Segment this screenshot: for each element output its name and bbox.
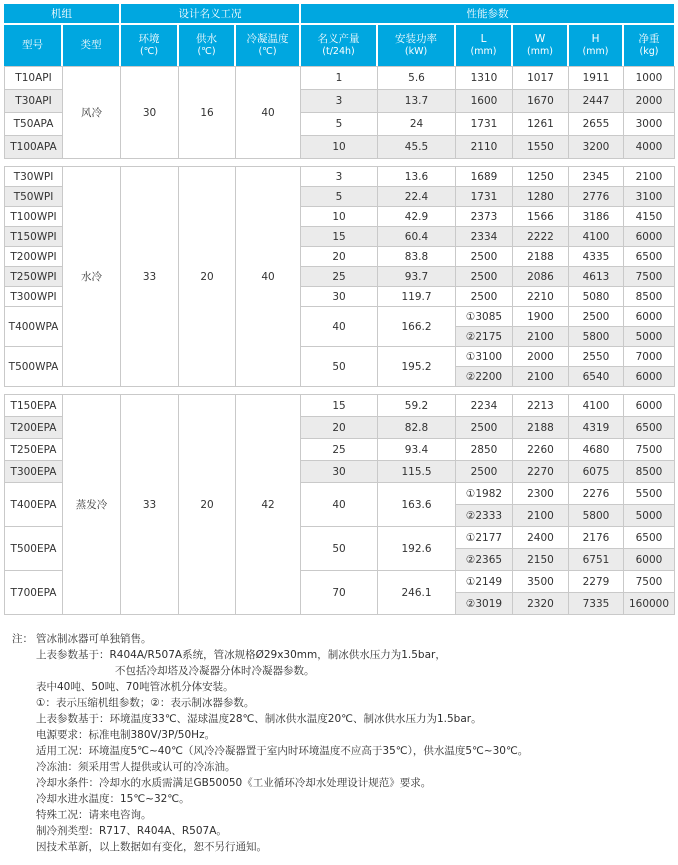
weight-cell: 3000 <box>624 113 675 136</box>
capacity-cell: 50 <box>301 347 378 387</box>
width-cell: 1017 <box>513 67 569 90</box>
header-col-label: 供水 <box>196 33 217 45</box>
header-col-label: 冷凝温度 <box>246 33 289 45</box>
weight-cell: 6000 <box>624 307 675 327</box>
note-line-3: 表中40吨、50吨、70吨管冰机分体安装。 <box>36 681 234 693</box>
model-cell: T300WPI <box>5 287 63 307</box>
power-cell: 192.6 <box>378 527 456 571</box>
note-line-4: ①：表示压缩机组参数；②：表示制冰器参数。 <box>36 697 255 709</box>
model-cell: T30WPI <box>5 167 63 187</box>
capacity-cell: 1 <box>301 67 378 90</box>
header-group-2: 性能参数 <box>300 4 674 24</box>
power-cell: 163.6 <box>378 483 456 527</box>
header-col-3 <box>178 24 235 66</box>
width-cell: 2320 <box>513 593 569 615</box>
capacity-cell: 15 <box>301 395 378 417</box>
height-cell: 4100 <box>569 227 624 247</box>
capacity-cell: 10 <box>301 207 378 227</box>
height-cell: 5800 <box>569 327 624 347</box>
power-cell: 45.5 <box>378 136 456 159</box>
length-cell: ②2175 <box>456 327 513 347</box>
weight-cell: 5000 <box>624 327 675 347</box>
header-col-label: 净重 <box>638 33 660 45</box>
width-cell: 2270 <box>513 461 569 483</box>
width-cell: 2150 <box>513 549 569 571</box>
height-cell: 4100 <box>569 395 624 417</box>
header-col-4 <box>235 24 300 66</box>
length-cell: 1689 <box>456 167 513 187</box>
width-cell: 3500 <box>513 571 569 593</box>
width-cell: 2300 <box>513 483 569 505</box>
length-cell: ①2177 <box>456 527 513 549</box>
note-line-10: 冷却水进水温度：15℃~32℃。 <box>36 793 190 805</box>
table-header <box>4 4 674 66</box>
weight-cell: 2100 <box>624 167 675 187</box>
length-cell: ①3085 <box>456 307 513 327</box>
header-col-unit: (℃) <box>258 46 277 58</box>
ambient-cell: 30 <box>121 67 179 159</box>
header-col-label: 型号 <box>22 38 43 51</box>
length-cell: 1310 <box>456 67 513 90</box>
header-col-label: L <box>480 33 487 45</box>
capacity-cell: 3 <box>301 167 378 187</box>
width-cell: 2100 <box>513 327 569 347</box>
header-col-1 <box>62 24 120 66</box>
capacity-cell: 40 <box>301 307 378 347</box>
weight-cell: 3100 <box>624 187 675 207</box>
power-cell: 93.7 <box>378 267 456 287</box>
power-cell: 13.6 <box>378 167 456 187</box>
header-col-5 <box>300 24 377 66</box>
length-cell: ①3100 <box>456 347 513 367</box>
height-cell: 7335 <box>569 593 624 615</box>
width-cell: 1670 <box>513 90 569 113</box>
height-cell: 5800 <box>569 505 624 527</box>
capacity-cell: 20 <box>301 417 378 439</box>
model-cell: T100APA <box>5 136 63 159</box>
header-col-unit: (kg) <box>639 46 659 58</box>
height-cell: 2655 <box>569 113 624 136</box>
model-cell: T30API <box>5 90 63 113</box>
model-cell: T200EPA <box>5 417 63 439</box>
power-cell: 59.2 <box>378 395 456 417</box>
model-cell: T50WPI <box>5 187 63 207</box>
weight-cell: 5000 <box>624 505 675 527</box>
model-cell: T400EPA <box>5 483 63 527</box>
power-cell: 246.1 <box>378 571 456 615</box>
width-cell: 1550 <box>513 136 569 159</box>
model-cell: T50APA <box>5 113 63 136</box>
model-cell: T250EPA <box>5 439 63 461</box>
weight-cell: 6000 <box>624 549 675 571</box>
weight-cell: 7500 <box>624 439 675 461</box>
group-table-风冷 <box>4 66 675 159</box>
width-cell: 1261 <box>513 113 569 136</box>
weight-cell: 6000 <box>624 367 675 387</box>
width-cell: 2100 <box>513 505 569 527</box>
note-line-7: 适用工况：环境温度5℃~40℃（风冷冷凝器置于室内时环境温度不应高于35℃），供水温度5℃~30℃。 <box>36 745 529 757</box>
height-cell: 4335 <box>569 247 624 267</box>
note-line-0: 管冰制冰器可单独销售。 <box>36 633 152 645</box>
header-col-6 <box>377 24 455 66</box>
height-cell: 4319 <box>569 417 624 439</box>
header-col-unit: (mm) <box>470 46 497 58</box>
width-cell: 2222 <box>513 227 569 247</box>
power-cell: 5.6 <box>378 67 456 90</box>
weight-cell: 8500 <box>624 461 675 483</box>
height-cell: 3200 <box>569 136 624 159</box>
header-col-unit: (t/24h) <box>322 46 355 58</box>
capacity-cell: 30 <box>301 461 378 483</box>
length-cell: 2500 <box>456 461 513 483</box>
capacity-cell: 70 <box>301 571 378 615</box>
weight-cell: 1000 <box>624 67 675 90</box>
capacity-cell: 50 <box>301 527 378 571</box>
header-col-label: 环境 <box>138 33 160 45</box>
weight-cell: 8500 <box>624 287 675 307</box>
header-col-unit: (kW) <box>404 46 428 58</box>
note-line-11: 特殊工况：请来电咨询。 <box>36 809 152 821</box>
length-cell: ②2365 <box>456 549 513 571</box>
supply-cell: 20 <box>179 395 236 615</box>
weight-cell: 6500 <box>624 247 675 267</box>
condensing-cell: 40 <box>236 67 301 159</box>
height-cell: 2279 <box>569 571 624 593</box>
height-cell: 5080 <box>569 287 624 307</box>
header-group-0: 机组 <box>4 4 120 24</box>
header-col-2 <box>120 24 178 66</box>
model-cell: T150WPI <box>5 227 63 247</box>
length-cell: 2110 <box>456 136 513 159</box>
header-col-unit: (mm) <box>527 46 553 58</box>
width-cell: 2213 <box>513 395 569 417</box>
capacity-cell: 30 <box>301 287 378 307</box>
header-col-10 <box>623 24 674 66</box>
weight-cell: 7500 <box>624 267 675 287</box>
length-cell: 2500 <box>456 267 513 287</box>
length-cell: 1731 <box>456 113 513 136</box>
note-line-8: 冷冻油：须采用雪人提供或认可的冷冻油。 <box>36 761 236 773</box>
length-cell: 2500 <box>456 247 513 267</box>
weight-cell: 160000 <box>624 593 675 615</box>
weight-cell: 6000 <box>624 227 675 247</box>
height-cell: 2500 <box>569 307 624 327</box>
height-cell: 4680 <box>569 439 624 461</box>
length-cell: ①1982 <box>456 483 513 505</box>
notes-label: 注： <box>12 633 33 645</box>
height-cell: 2176 <box>569 527 624 549</box>
width-cell: 2260 <box>513 439 569 461</box>
spec-tables <box>4 4 674 615</box>
note-line-1: 上表参数基于：R404A/R507A系统，管冰规格Ø29x30mm，制冰供水压力为1.5bar， <box>36 649 446 661</box>
weight-cell: 6000 <box>624 395 675 417</box>
weight-cell: 7500 <box>624 571 675 593</box>
power-cell: 22.4 <box>378 187 456 207</box>
power-cell: 83.8 <box>378 247 456 267</box>
weight-cell: 7000 <box>624 347 675 367</box>
ambient-cell: 33 <box>121 395 179 615</box>
length-cell: 2850 <box>456 439 513 461</box>
width-cell: 2188 <box>513 417 569 439</box>
ambient-cell: 33 <box>121 167 179 387</box>
length-cell: 1731 <box>456 187 513 207</box>
height-cell: 2345 <box>569 167 624 187</box>
width-cell: 2000 <box>513 347 569 367</box>
length-cell: 2500 <box>456 417 513 439</box>
header-col-7 <box>455 24 512 66</box>
capacity-cell: 3 <box>301 90 378 113</box>
height-cell: 2276 <box>569 483 624 505</box>
model-cell: T100WPI <box>5 207 63 227</box>
note-line-6: 电源要求：标准电制380V/3P/50Hz。 <box>36 729 216 741</box>
type-cell: 水冷 <box>63 167 121 387</box>
model-cell: T300EPA <box>5 461 63 483</box>
length-cell: 2234 <box>456 395 513 417</box>
height-cell: 3186 <box>569 207 624 227</box>
note-line-12: 制冷剂类型：R717、R404A、R507A。 <box>36 825 227 837</box>
weight-cell: 6500 <box>624 417 675 439</box>
height-cell: 6540 <box>569 367 624 387</box>
type-cell: 蒸发冷 <box>63 395 121 615</box>
power-cell: 166.2 <box>378 307 456 347</box>
power-cell: 42.9 <box>378 207 456 227</box>
header-col-label: H <box>591 33 600 45</box>
group-table-水冷 <box>4 166 675 387</box>
header-col-unit: (℃) <box>197 46 216 58</box>
model-cell: T150EPA <box>5 395 63 417</box>
height-cell: 4613 <box>569 267 624 287</box>
height-cell: 2776 <box>569 187 624 207</box>
weight-cell: 6500 <box>624 527 675 549</box>
header-col-label: 安装功率 <box>395 33 438 45</box>
length-cell: ②2200 <box>456 367 513 387</box>
width-cell: 1280 <box>513 187 569 207</box>
height-cell: 2447 <box>569 90 624 113</box>
model-cell: T200WPI <box>5 247 63 267</box>
width-cell: 2400 <box>513 527 569 549</box>
group-table-蒸发冷 <box>4 394 675 615</box>
capacity-cell: 25 <box>301 439 378 461</box>
power-cell: 82.8 <box>378 417 456 439</box>
height-cell: 1911 <box>569 67 624 90</box>
model-cell: T400WPA <box>5 307 63 347</box>
length-cell: ①2149 <box>456 571 513 593</box>
power-cell: 13.7 <box>378 90 456 113</box>
header-col-label: W <box>534 33 546 45</box>
length-cell: 1600 <box>456 90 513 113</box>
header-col-8 <box>512 24 568 66</box>
note-line-13: 因技术革新，以上数据如有变化，恕不另行通知。 <box>36 841 267 853</box>
capacity-cell: 5 <box>301 113 378 136</box>
width-cell: 2210 <box>513 287 569 307</box>
width-cell: 1900 <box>513 307 569 327</box>
supply-cell: 20 <box>179 167 236 387</box>
power-cell: 115.5 <box>378 461 456 483</box>
weight-cell: 4000 <box>624 136 675 159</box>
capacity-cell: 20 <box>301 247 378 267</box>
power-cell: 93.4 <box>378 439 456 461</box>
model-cell: T500EPA <box>5 527 63 571</box>
header-col-unit: (mm) <box>582 46 609 58</box>
weight-cell: 4150 <box>624 207 675 227</box>
width-cell: 2100 <box>513 367 569 387</box>
supply-cell: 16 <box>179 67 236 159</box>
length-cell: 2373 <box>456 207 513 227</box>
power-cell: 60.4 <box>378 227 456 247</box>
notes-lines <box>36 631 674 855</box>
capacity-cell: 25 <box>301 267 378 287</box>
height-cell: 6751 <box>569 549 624 571</box>
model-cell: T250WPI <box>5 267 63 287</box>
length-cell: ②2333 <box>456 505 513 527</box>
header-col-unit: (℃) <box>139 46 159 58</box>
width-cell: 2188 <box>513 247 569 267</box>
model-cell: T700EPA <box>5 571 63 615</box>
type-cell: 风冷 <box>63 67 121 159</box>
height-cell: 2550 <box>569 347 624 367</box>
note-line-5: 上表参数基于：环境温度33℃、湿球温度28℃、制冰供水温度20℃、制冰供水压力为1.5bar。 <box>36 713 482 725</box>
capacity-cell: 15 <box>301 227 378 247</box>
width-cell: 1566 <box>513 207 569 227</box>
model-cell: T500WPA <box>5 347 63 387</box>
table-row <box>5 67 675 90</box>
width-cell: 2086 <box>513 267 569 287</box>
power-cell: 119.7 <box>378 287 456 307</box>
table-row <box>5 167 675 187</box>
capacity-cell: 40 <box>301 483 378 527</box>
condensing-cell: 42 <box>236 395 301 615</box>
model-cell: T10API <box>5 67 63 90</box>
weight-cell: 5500 <box>624 483 675 505</box>
header-col-label: 名义产量 <box>317 33 360 45</box>
header-col-0 <box>4 24 62 66</box>
power-cell: 24 <box>378 113 456 136</box>
capacity-cell: 5 <box>301 187 378 207</box>
power-cell: 195.2 <box>378 347 456 387</box>
length-cell: 2500 <box>456 287 513 307</box>
height-cell: 6075 <box>569 461 624 483</box>
note-line-2: 不包括冷却塔及冷凝器分体时冷凝器参数。 <box>115 665 315 677</box>
weight-cell: 2000 <box>624 90 675 113</box>
header-col-9 <box>568 24 623 66</box>
header-col-label: 类型 <box>80 38 102 51</box>
width-cell: 1250 <box>513 167 569 187</box>
table-row <box>5 395 675 417</box>
notes-section <box>4 622 674 865</box>
condensing-cell: 40 <box>236 167 301 387</box>
note-line-9: 冷却水条件：冷却水的水质需满足GB50050《工业循环冷却水处理设计规范》要求。 <box>36 777 432 789</box>
length-cell: 2334 <box>456 227 513 247</box>
header-group-1: 设计名义工况 <box>120 4 300 24</box>
length-cell: ②3019 <box>456 593 513 615</box>
capacity-cell: 10 <box>301 136 378 159</box>
